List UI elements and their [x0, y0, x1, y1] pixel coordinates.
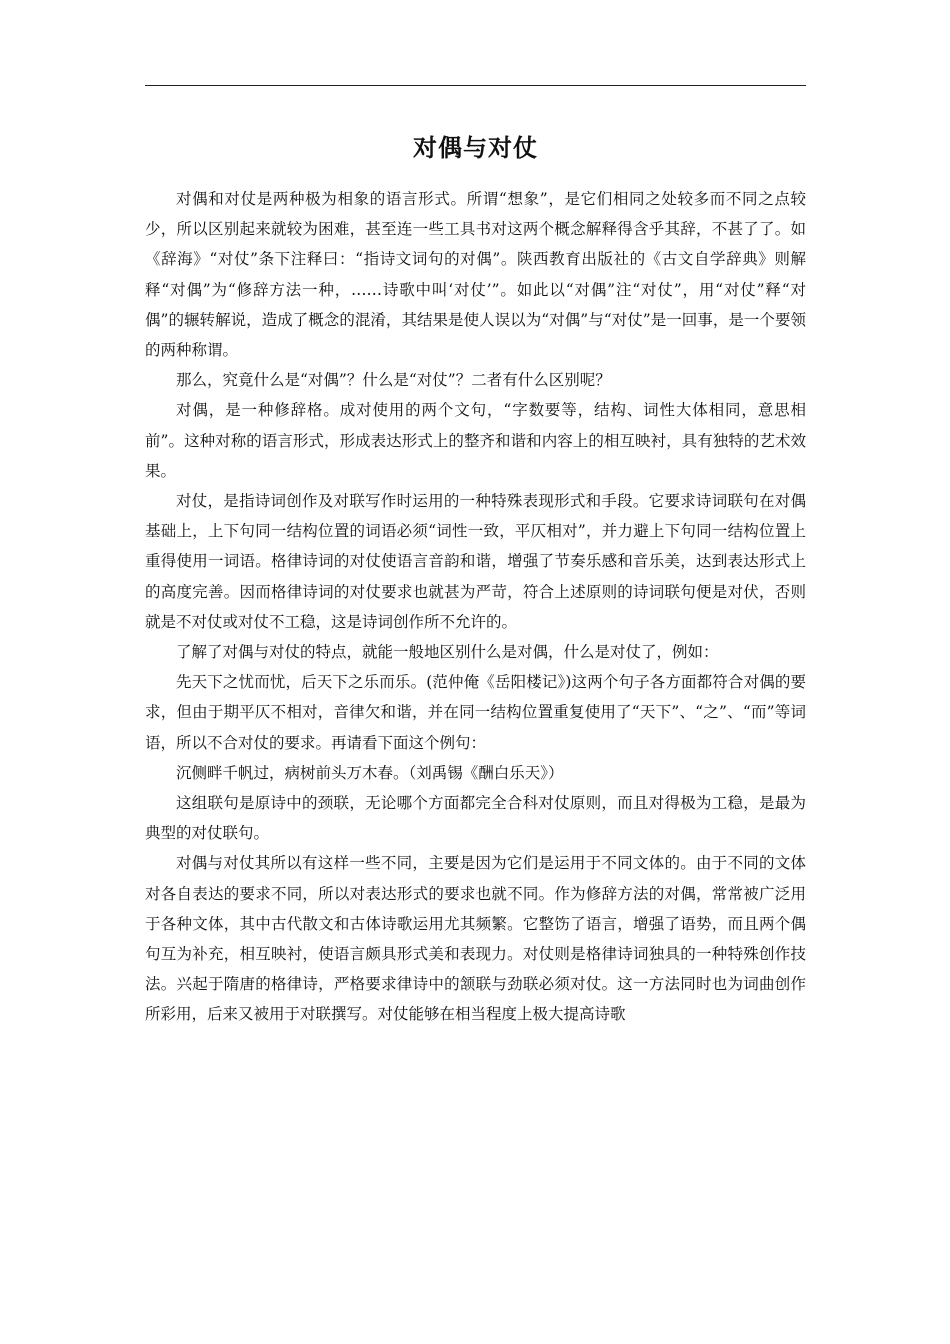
paragraph-duizhang-definition: 对仗，是指诗词创作及对联写作时运用的一种特殊表现形式和手段。它要求诗词联句在对偶基础上，上下句同一结构位置的词语必须“词性一致，平仄相对”，并力避上下句同一结构位置上重得使用一词语。格律诗词的对仗使语言音韵和谐，增强了节奏乐感和音乐美，达到表达形式上的高度完善。因而格律诗词的对仗要求也就甚为严苛，符合上述原则的诗词联句便是对伏，否则就是不对仗或对仗不工稳，这是诗词创作所不允许的。 — [145, 492, 806, 631]
header-rule — [145, 85, 806, 86]
paragraph-example-2-verse: 沉侧畔千帆过，病树前头万木春。（刘禹锡《酬白乐天》） — [176, 763, 564, 782]
article-body — [145, 184, 806, 1030]
paragraph-example-intro: 了解了对偶与对仗的特点，就能一般地区别什么是对偶，什么是对仗了，例如： — [176, 643, 719, 662]
paragraph-conclusion: 对偶与对仗其所以有这样一些不同，主要是因为它们是运用于不同文体的。由于不同的文体对各自表达的要求不同，所以对表达形式的要求也就不同。作为修辞方法的对偶，常常被广泛用于各种文体，其中古代散文和古体诗歌运用尤其频繁。它整饬了语言，增强了语势，而且两个偶句互为补充，相互映衬，使语言颇具形式美和表现力。对仗则是格律诗词独具的一种特殊创作技法。兴起于隋唐的格律诗，严格要求律诗中的颔联与劲联必须对仗。这一方法同时也为词曲创作所彩用，后来又被用于对联撰写。对仗能够在相当程度上极大提高诗歌 — [145, 854, 806, 1024]
paragraph-question: 那么，究竟什么是“对偶”？什么是“对仗”？二者有什么区别呢？ — [176, 371, 611, 390]
paragraph-intro: 对偶和对仗是两种极为相象的语言形式。所谓“想象”，是它们相同之处较多而不同之点较少，所以区别起来就较为困难，甚至连一些工具书对这两个概念解释得含乎其辞，不甚了了。如《辞海》“对仗”条下注释曰：“指诗文词句的对偶”。陕西教育出版社的《古文自学辞典》则解释“对偶”为“修辞方法一种，……诗歌中叫‘对仗’”。如此以“对偶”注“对仗”，用“对仗”释“对偶”的辗转解说，造成了概念的混淆，其结果是使人误以为“对偶”与“对仗”是一回事，是一个要领的两种称谓。 — [145, 190, 806, 360]
paragraph-example-2-analysis: 这组联句是原诗中的颈联，无论哪个方面都完全合科对仗原则，而且对得极为工稳，是最为典型的对仗联句。 — [145, 794, 806, 843]
paragraph-duiou-definition: 对偶，是一种修辞格。成对使用的两个文句，“字数要等，结构、词性大体相同，意思相前”。这种对称的语言形式，形成表达形式上的整齐和谐和内容上的相互映衬，具有独特的艺术效果。 — [145, 401, 806, 480]
page-title: 对偶与对仗 — [413, 134, 538, 162]
paragraph-example-1: 先天下之忧而忧，后天下之乐而乐。(范仲俺《岳阳楼记》)这两个句子各方面都符合对偶的要求，但由于期平仄不相对，音律欠和谐，并在同一结构位置重复使用了“天下”、“之”、“而”等词语，所以不合对仗的要求。再请看下面这个例句： — [145, 673, 806, 752]
